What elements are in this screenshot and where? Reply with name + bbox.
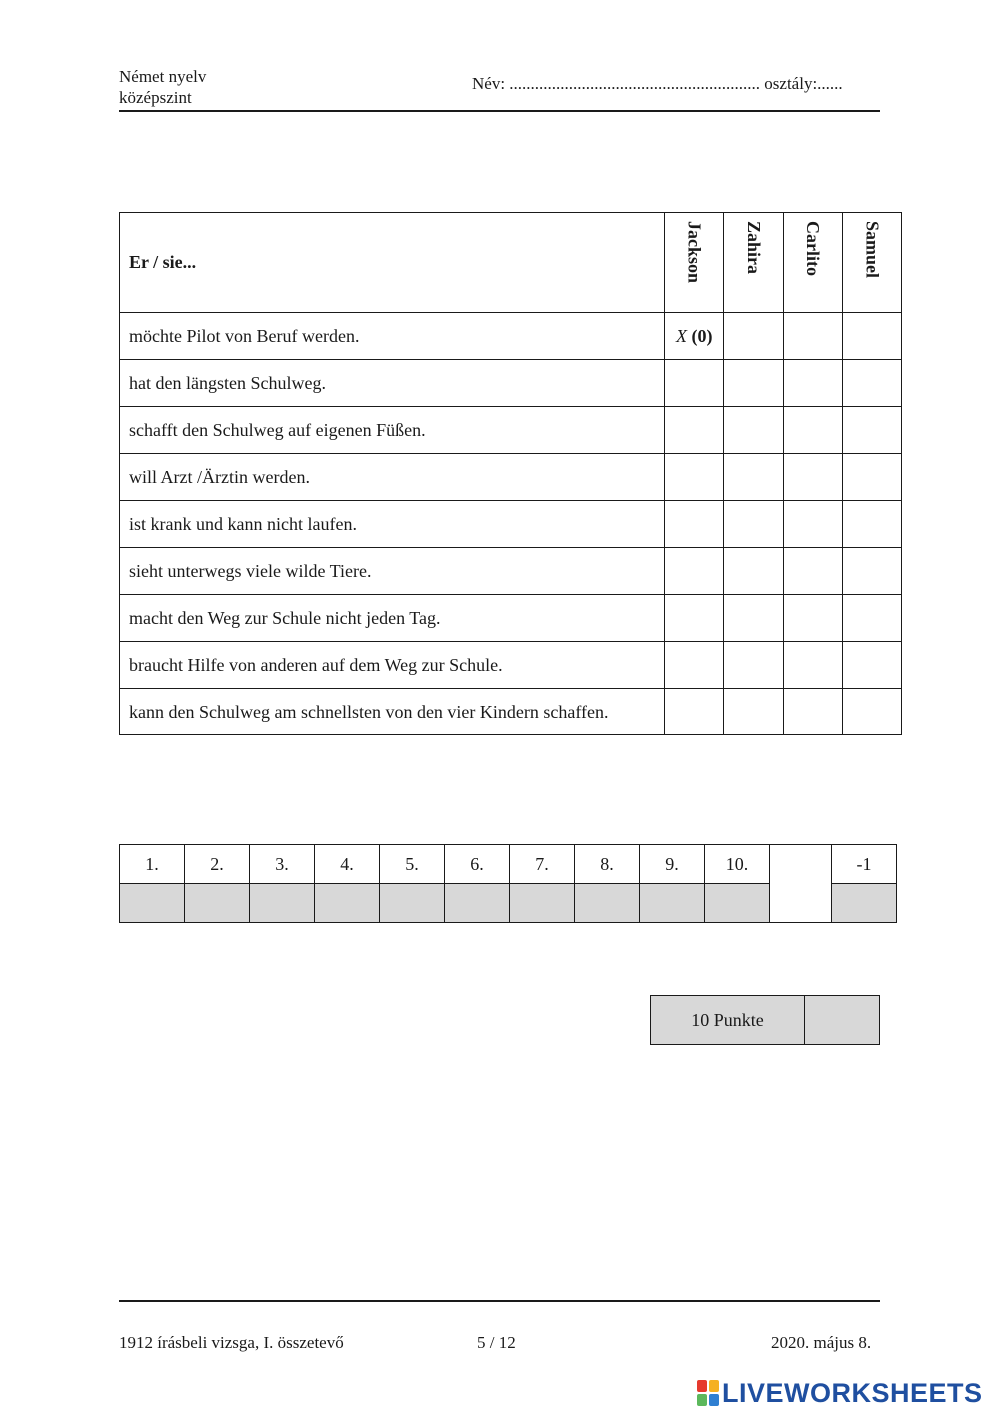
grid-label: 9. <box>640 845 705 884</box>
answer-cell[interactable] <box>783 360 842 407</box>
logo-square <box>709 1380 719 1392</box>
answer-cell[interactable] <box>724 454 783 501</box>
name-samuel-cell <box>842 213 901 313</box>
answer-cell[interactable] <box>724 689 783 735</box>
answer-cell[interactable] <box>724 360 783 407</box>
answer-cell[interactable] <box>842 454 901 501</box>
answer-cell[interactable] <box>665 642 724 689</box>
grid-label: 3. <box>250 845 315 884</box>
answer-cell[interactable] <box>724 642 783 689</box>
table-row <box>120 548 902 595</box>
answer-cell[interactable] <box>665 501 724 548</box>
grid-label: 6. <box>445 845 510 884</box>
head-label-cell <box>120 213 665 313</box>
points-score-field[interactable] <box>805 996 879 1044</box>
name-carlito-cell <box>783 213 842 313</box>
answer-cell[interactable] <box>665 689 724 735</box>
name-zahira-cell <box>724 213 783 313</box>
name-carlito: Carlito <box>803 221 824 276</box>
table-row <box>120 407 902 454</box>
subject-line-2: középszint <box>119 88 192 107</box>
grid-input[interactable] <box>445 884 510 923</box>
grid-input[interactable] <box>185 884 250 923</box>
answer-cell[interactable] <box>783 501 842 548</box>
liveworksheets-icon <box>697 1380 719 1406</box>
answer-cell[interactable] <box>724 313 783 360</box>
grid-label: 10. <box>705 845 770 884</box>
statement: schafft den Schulweg auf eigenen Füßen. <box>120 407 665 454</box>
answer-grid <box>119 844 897 923</box>
grid-input[interactable] <box>510 884 575 923</box>
footer-date: 2020. május 8. <box>771 1333 872 1352</box>
answer-cell[interactable] <box>842 501 901 548</box>
grid-input[interactable] <box>120 884 185 923</box>
statement: kann den Schulweg am schnellsten von den vier Kindern schaffen. <box>120 689 665 735</box>
answer-cell[interactable] <box>783 642 842 689</box>
answer-cell[interactable] <box>842 360 901 407</box>
grid-input[interactable] <box>640 884 705 923</box>
answer-cell[interactable] <box>842 313 901 360</box>
header-divider <box>119 110 880 112</box>
footer-exam-code: 1912 írásbeli vizsga, I. összetevő <box>119 1333 344 1352</box>
logo-square <box>709 1394 719 1406</box>
answer-cell[interactable] <box>783 689 842 735</box>
table-row <box>120 689 902 735</box>
answer-cell[interactable] <box>724 548 783 595</box>
grid-input[interactable] <box>380 884 445 923</box>
answer-cell[interactable] <box>724 501 783 548</box>
table-row <box>120 642 902 689</box>
grid-spacer <box>770 845 832 923</box>
answer-cell[interactable] <box>783 595 842 642</box>
statement: sieht unterwegs viele wilde Tiere. <box>120 548 665 595</box>
grid-input[interactable] <box>315 884 380 923</box>
logo-square <box>697 1380 707 1392</box>
grid-input[interactable] <box>832 884 897 923</box>
answer-cell[interactable] <box>842 595 901 642</box>
liveworksheets-text: LIVEWORKSHEETS <box>722 1377 983 1408</box>
matching-table <box>119 212 902 735</box>
table-row <box>120 313 902 360</box>
exam-subject <box>119 66 206 108</box>
answer-cell[interactable] <box>665 454 724 501</box>
head-label: Er / sie... <box>129 252 197 272</box>
grid-label: 8. <box>575 845 640 884</box>
name-samuel: Samuel <box>862 221 883 279</box>
grid-label: 2. <box>185 845 250 884</box>
liveworksheets-logo <box>697 1378 983 1408</box>
answer-cell[interactable] <box>842 407 901 454</box>
statement: hat den längsten Schulweg. <box>120 360 665 407</box>
table-header-row <box>120 213 902 313</box>
answer-grid-labels <box>120 845 897 884</box>
grid-input[interactable] <box>250 884 315 923</box>
answer-cell[interactable] <box>665 407 724 454</box>
example-x-mark: X <box>675 325 687 346</box>
answer-cell[interactable] <box>842 642 901 689</box>
table-row <box>120 454 902 501</box>
statement: will Arzt /Ärztin werden. <box>120 454 665 501</box>
table-row <box>120 501 902 548</box>
table-row <box>120 360 902 407</box>
answer-cell[interactable] <box>842 689 901 735</box>
answer-cell[interactable] <box>783 548 842 595</box>
grid-label-minus-one: -1 <box>832 845 897 884</box>
statement: möchte Pilot von Beruf werden. <box>120 313 665 360</box>
example-number: (0) <box>691 325 713 346</box>
footer-divider <box>119 1300 880 1302</box>
example-answer-cell <box>665 313 724 360</box>
points-label: 10 Punkte <box>651 996 805 1044</box>
answer-cell[interactable] <box>724 407 783 454</box>
points-box <box>650 995 880 1045</box>
answer-cell[interactable] <box>842 548 901 595</box>
answer-cell[interactable] <box>724 595 783 642</box>
statement: macht den Weg zur Schule nicht jeden Tag. <box>120 595 665 642</box>
name-jackson: Jackson <box>684 221 705 284</box>
grid-label: 7. <box>510 845 575 884</box>
name-class-field[interactable]: Név: ........................................................... osztály:...... <box>472 74 843 93</box>
name-jackson-cell <box>665 213 724 313</box>
grid-label: 5. <box>380 845 445 884</box>
answer-cell[interactable] <box>783 454 842 501</box>
grid-label: 1. <box>120 845 185 884</box>
subject-line-1: Német nyelv <box>119 67 207 86</box>
name-zahira: Zahira <box>743 221 764 275</box>
answer-cell[interactable] <box>665 595 724 642</box>
statement: braucht Hilfe von anderen auf dem Weg zur Schule. <box>120 642 665 689</box>
answer-cell[interactable] <box>665 360 724 407</box>
statement: ist krank und kann nicht laufen. <box>120 501 665 548</box>
grid-input[interactable] <box>705 884 770 923</box>
grid-label: 4. <box>315 845 380 884</box>
grid-input[interactable] <box>575 884 640 923</box>
logo-square <box>697 1394 707 1406</box>
table-row <box>120 595 902 642</box>
answer-cell[interactable] <box>783 313 842 360</box>
footer-page-number: 5 / 12 <box>477 1333 516 1352</box>
answer-cell[interactable] <box>783 407 842 454</box>
answer-cell[interactable] <box>665 548 724 595</box>
